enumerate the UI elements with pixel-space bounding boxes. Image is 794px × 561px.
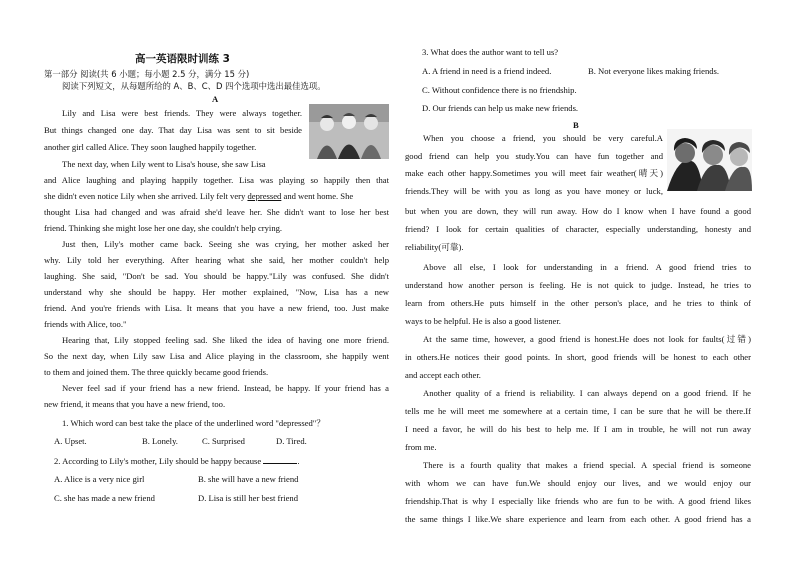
passage-b-line: good friend can help you study.You can have fun together and	[405, 151, 663, 161]
passage-a-line: friend. Thinking she might lose her one day, she couldn't help crying.	[44, 223, 283, 233]
passage-a-line: laughing. She said, "Don't be sad. You should be happy."Lily was confused. She didn't	[44, 271, 389, 281]
passage-b-line: learn from others.He puts himself in the other person's place, and he tries to think of	[405, 298, 751, 308]
question-3: 3. What does the author want to tell us?	[422, 47, 559, 57]
passage-b-line: Another quality of a friend is reliability. I can always depend on a good friend. If he	[423, 388, 751, 398]
q3-option-a: A. A friend in need is a friend indeed.	[422, 66, 552, 76]
passage-b-line: from me.	[405, 442, 437, 452]
q3-option-b: B. Not everyone likes making friends.	[588, 66, 720, 76]
passage-b-line: When you choose a friend, you should be very careful.A	[423, 133, 663, 143]
passage-a-line: why. Lily told her everything. After hearing what she said, her mother couldn't help	[44, 255, 389, 265]
question-2: 2. According to Lily's mother, Lily should be happy because .	[54, 456, 300, 466]
passage-a-line: to them and joined them. The three quickly became good friends.	[44, 367, 269, 377]
passage-b-line: tells me he will meet me somewhere at a certain time, I can be sure that he will be there.If	[405, 406, 751, 416]
passage-a-line: thought Lisa had changed and was afraid she'd leave her. She didn't want to lose her best	[44, 207, 389, 217]
q1-option-b: B. Lonely.	[142, 436, 178, 446]
passage-b-line: I need a favor, he will do his best to help me. If I am in trouble, he will not run away	[405, 424, 751, 434]
answer-blank	[263, 455, 297, 464]
q1-option-a: A. Upset.	[54, 436, 87, 446]
passage-a-line: friend. And you're friends with Lisa. It means that you have a new friend, too. Just make	[44, 303, 389, 313]
passage-a-line: Hearing that, Lily stopped feeling sad. She liked the idea of having one more friend.	[62, 335, 389, 345]
passage-b-line: but when you are down, they will run away. How do I know when I have found a good	[405, 206, 751, 216]
passage-a-line: friends with Alice, too."	[44, 319, 127, 329]
passage-a-line: Just then, Lily's mother came back. Seeing she was crying, her mother asked her	[62, 239, 389, 249]
passage-b-line: make each other happy.Sometimes you will meet fair weather(晴天)	[405, 168, 663, 178]
q3-option-d: D. Our friends can help us make new friends.	[422, 103, 579, 113]
passage-b-line: ways to be helpful. He is also a good listener.	[405, 316, 561, 326]
passage-a-line: she didn't even notice Lily when she arrived. Lily felt very depressed and went home. She	[44, 191, 354, 201]
passage-a-label: A	[212, 94, 219, 104]
passage-a-line: understand why she should be happy. Her mother explained, "Now, Lisa has a new	[44, 287, 389, 297]
passage-b-line: friend? I look for certain qualities of character, especially understanding, honesty and	[405, 224, 751, 234]
q2-option-b: B. she will have a new friend	[198, 474, 299, 484]
passage-b-line: At the same time, however, a good friend is honest.He does not look for faults(过错)	[423, 334, 751, 344]
passage-a-line: Never feel sad if your friend has a new friend. Instead, be happy. If your friend has a	[62, 383, 389, 393]
passage-b-line: friendship.That is why I especially like friends who are fun to be with. A good friend likes	[405, 496, 751, 506]
passage-a-line: So the next day, when Lily saw Lisa and Alice playing in the classroom, she happily went	[44, 351, 389, 361]
passage-b-line: understand how another person is feeling. He is not quick to judge. Instead, he tries to	[405, 280, 751, 290]
photo-smiling-friends	[667, 129, 752, 191]
passage-b-line: friends.They will be with you as long as you have money or luck,	[405, 186, 663, 196]
photo-three-girls	[309, 104, 389, 159]
section-heading: 第一部分 阅读(共 6 小题；每小题 2.5 分，满分 15 分)	[44, 69, 250, 79]
passage-b-line: There is a fourth quality that makes a friend special. A special friend is someone	[423, 460, 751, 470]
passage-b-label: B	[573, 120, 579, 130]
q3-option-c: C. Without confidence there is no friendship.	[422, 85, 577, 95]
passage-a-line: new friend, it means that you have a new friend, too.	[44, 399, 226, 409]
q2-option-c: C. she has made a new friend	[54, 493, 155, 503]
passage-a-line: But things changed one day. That day Lisa was sent to sit beside	[44, 125, 302, 135]
passage-b-line: with whom we can have fun.We should enjoy our lives, and we would enjoy our	[405, 478, 751, 488]
q2-option-d: D. Lisa is still her best friend	[198, 493, 299, 503]
question-1: 1. Which word can best take the place of the underlined word "depressed"？	[62, 418, 325, 428]
passage-a-line: and Alice laughing and playing happily together. Lisa was playing so happily then that	[44, 175, 389, 185]
passage-b-line: the same things I like.We share experience and learn from each other. A good friend has a	[405, 514, 751, 524]
passage-b-line: reliability(可靠).	[405, 242, 464, 252]
q2-option-a: A. Alice is a very nice girl	[54, 474, 145, 484]
underlined-word: depressed	[247, 191, 282, 201]
instruction-text: 阅读下列短文，从每题所给的 A、B、C、D 四个选项中选出最佳选项。	[62, 81, 326, 91]
passage-a-line: The next day, when Lily went to Lisa's house, she saw Lisa	[62, 159, 266, 169]
page-title: 高一英语限时训练 3	[135, 53, 230, 65]
passage-b-line: Above all else, I look for understanding in a friend. A good friend tries to	[423, 262, 751, 272]
q1-option-c: C. Surprised	[202, 436, 245, 446]
passage-a-line: Lily and Lisa were best friends. They were always together.	[62, 108, 302, 118]
passage-a-line: another girl called Alice. They soon laughed happily together.	[44, 142, 257, 152]
passage-b-line: in others.He notices their good points. In short, good friends will be honest to each other	[405, 352, 751, 362]
q1-option-d: D. Tired.	[276, 436, 307, 446]
passage-b-line: and accept each other.	[405, 370, 481, 380]
